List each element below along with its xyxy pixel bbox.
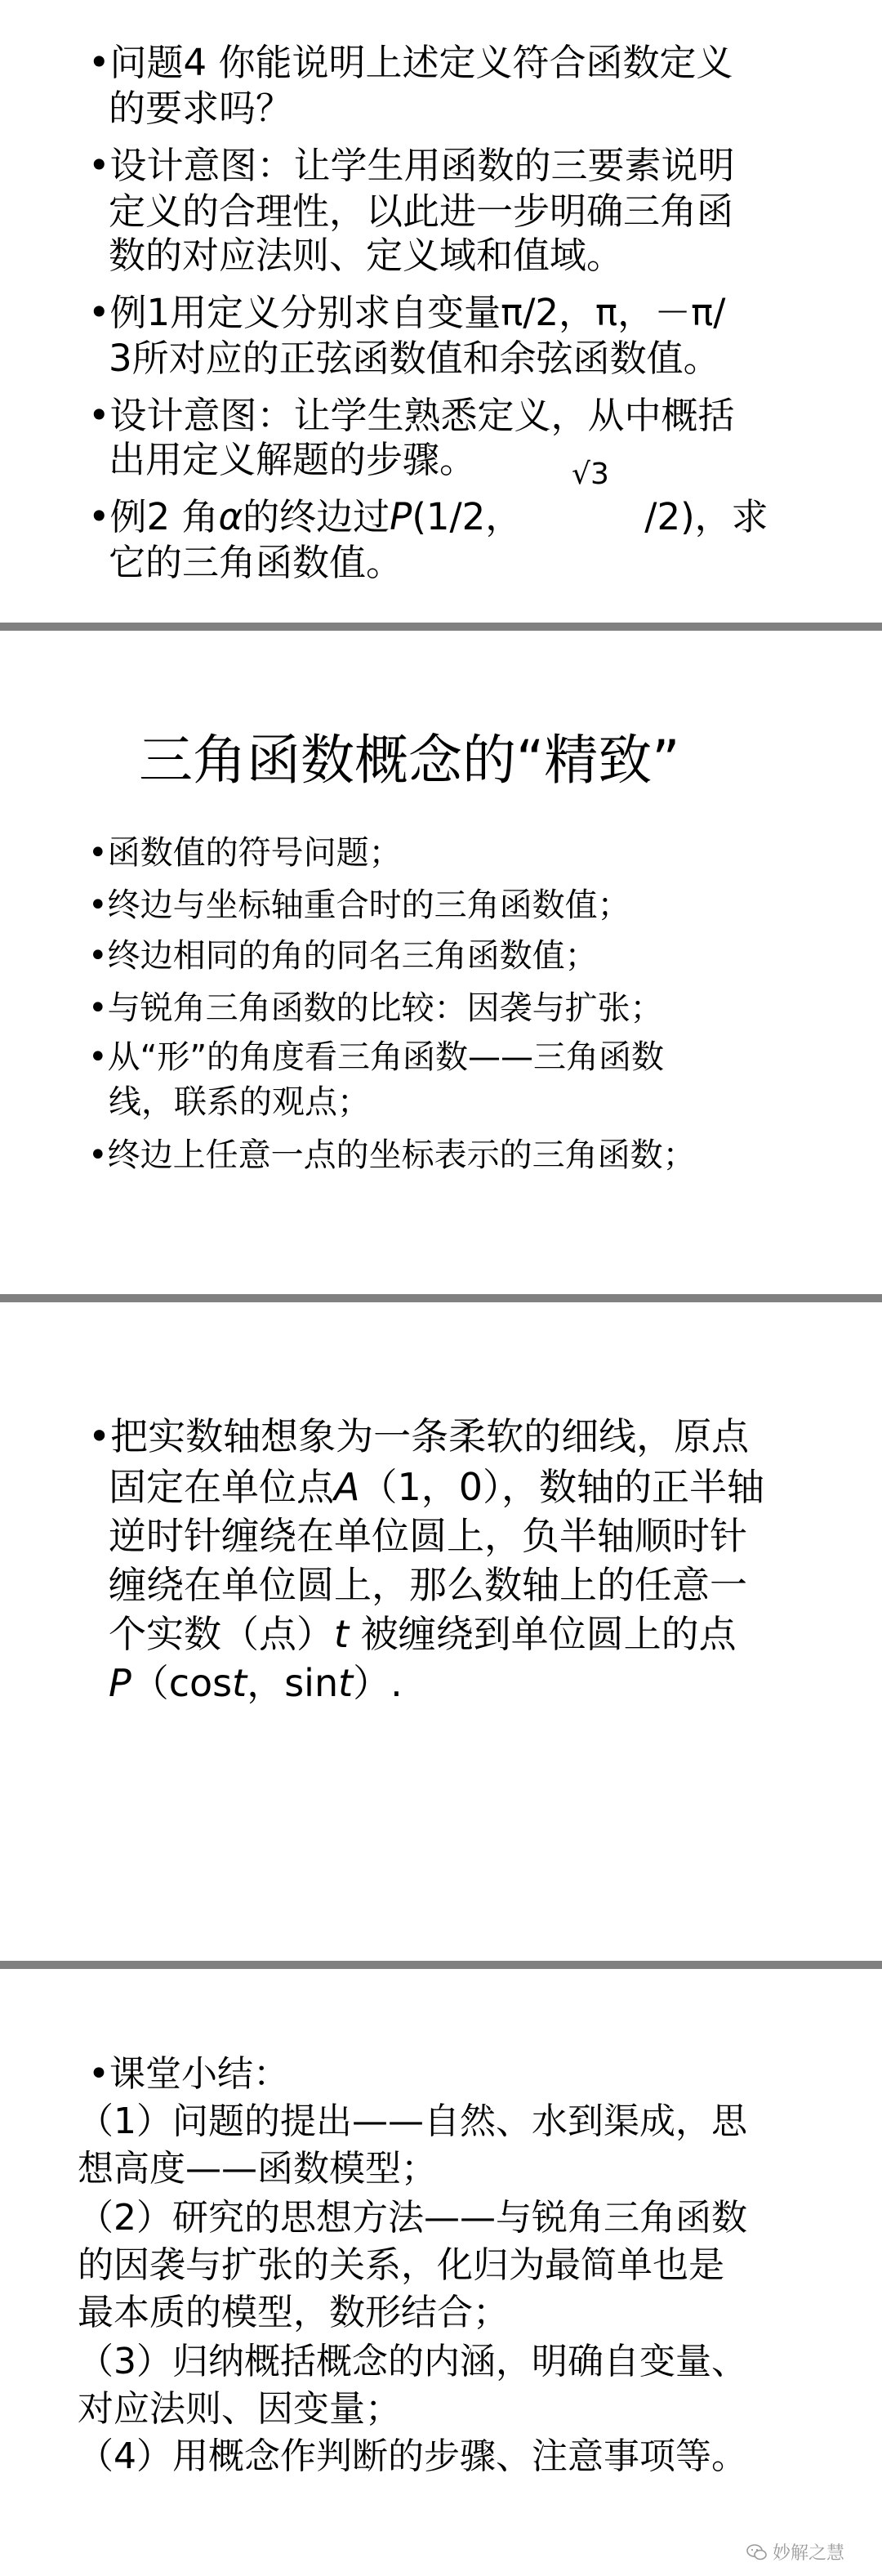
slide3-line-6-c: ）. xyxy=(353,1661,403,1705)
slide-separator xyxy=(0,623,882,631)
slide3-line-5 xyxy=(109,1605,737,1659)
slide2-line-5: •从“形”的角度看三角函数——三角函数 xyxy=(88,1038,665,1076)
slide3-line-6 xyxy=(109,1654,403,1708)
slide1-line-7: 3所对应的正弦函数值和余弦函数值。 xyxy=(109,337,720,380)
slide-1 xyxy=(0,0,882,623)
slide4-line-8: 对应法则、因变量； xyxy=(78,2388,401,2430)
slide3-line-2-b: （1，0），数轴的正半轴 xyxy=(359,1465,765,1509)
slide3-line-6-b: ，sin xyxy=(247,1661,339,1705)
slide2-line-3: •终边相同的角的同名三角函数值； xyxy=(88,937,598,975)
slide2-line-7: •终边上任意一点的坐标表示的三角函数； xyxy=(88,1136,696,1174)
slide1-line-3: •设计意图：让学生用函数的三要素说明 xyxy=(88,144,735,187)
point-a: A xyxy=(334,1465,360,1509)
slide1-line-1: •问题4 你能说明上述定义符合函数定义 xyxy=(88,41,733,84)
slide4-line-2: （1）问题的提出——自然、水到渠成，思 xyxy=(78,2101,747,2142)
point-p: P xyxy=(109,1661,131,1705)
variable-t: t xyxy=(338,1661,354,1705)
watermark-text: 妙解之慧 xyxy=(772,2543,844,2564)
slide3-line-5-b: 被缠绕到单位圆上的点 xyxy=(349,1612,737,1656)
slide4-line-6: 最本质的模型，数形结合； xyxy=(78,2292,509,2333)
variable-t: t xyxy=(232,1661,247,1705)
slide4-line-3: 想高度——函数模型； xyxy=(78,2148,437,2190)
ex2-suffix: /2)，求 xyxy=(644,495,768,538)
slide1-line-5: 数的对应法则、定义域和值域。 xyxy=(109,234,624,277)
slide4-line-9: （4）用概念作判断的步骤、注意事项等。 xyxy=(78,2435,747,2477)
slide-2 xyxy=(0,631,882,1294)
ex2-prefix: •例2 角 xyxy=(88,495,219,538)
slide2-line-6: 线，联系的观点； xyxy=(109,1083,370,1121)
slide4-line-7: （3）归纳概括概念的内涵，明确自变量、 xyxy=(78,2341,747,2382)
slide4-line-4: （2）研究的思想方法——与锐角三角函数 xyxy=(78,2197,747,2239)
watermark xyxy=(746,2539,844,2565)
slide2-line-2: •终边与坐标轴重合时的三角函数值； xyxy=(88,886,630,924)
ex2-mid: 的终边过 xyxy=(243,495,390,538)
slide1-line-4: 定义的合理性，以此进一步明确三角函 xyxy=(109,190,734,233)
sqrt3-symbol: √3 xyxy=(572,458,609,491)
slide3-line-4: 缠绕在单位圆上，那么数轴上的任意一 xyxy=(109,1563,747,1607)
slide4-line-1: •课堂小结： xyxy=(88,2053,289,2095)
slide-4 xyxy=(0,1969,882,2576)
alpha-symbol: α xyxy=(218,495,243,538)
slide1-line-8: •设计意图：让学生熟悉定义，从中概括 xyxy=(88,394,735,437)
slide4-line-5: 的因袭与扩张的关系，化归为最简单也是 xyxy=(78,2244,724,2286)
ex2-coord: (1/2， xyxy=(412,495,523,538)
slide3-line-2-a: 固定在单位点 xyxy=(109,1465,334,1509)
slide3-line-3: 逆时针缠绕在单位圆上，负半轴顺时针 xyxy=(109,1514,747,1558)
slide2-title: 三角函数概念的“精致” xyxy=(139,729,680,792)
variable-t: t xyxy=(334,1612,350,1656)
slide2-line-1: •函数值的符号问题； xyxy=(88,834,402,872)
slide1-line-9: 出用定义解题的步骤。 xyxy=(109,438,477,481)
point-p: P xyxy=(390,495,412,538)
slide-3 xyxy=(0,1302,882,1961)
slide2-line-4: •与锐角三角函数的比较：因袭与扩张； xyxy=(88,989,663,1027)
slide-separator xyxy=(0,1294,882,1302)
slide3-line-5-a: 个实数（点） xyxy=(109,1612,334,1656)
slide3-line-1: •把实数轴想象为一条柔软的细线，原点 xyxy=(88,1414,750,1458)
slide-separator xyxy=(0,1961,882,1969)
slide1-example2-line-2: 它的三角函数值。 xyxy=(109,541,403,584)
slide1-line-2: 的要求吗？ xyxy=(109,87,293,130)
wechat-icon xyxy=(746,2543,768,2561)
slide3-line-6-a: （cos xyxy=(131,1661,233,1705)
slide3-line-2 xyxy=(109,1458,764,1511)
slide1-line-6: •例1用定义分别求自变量π/2，π，－π/ xyxy=(88,291,726,334)
